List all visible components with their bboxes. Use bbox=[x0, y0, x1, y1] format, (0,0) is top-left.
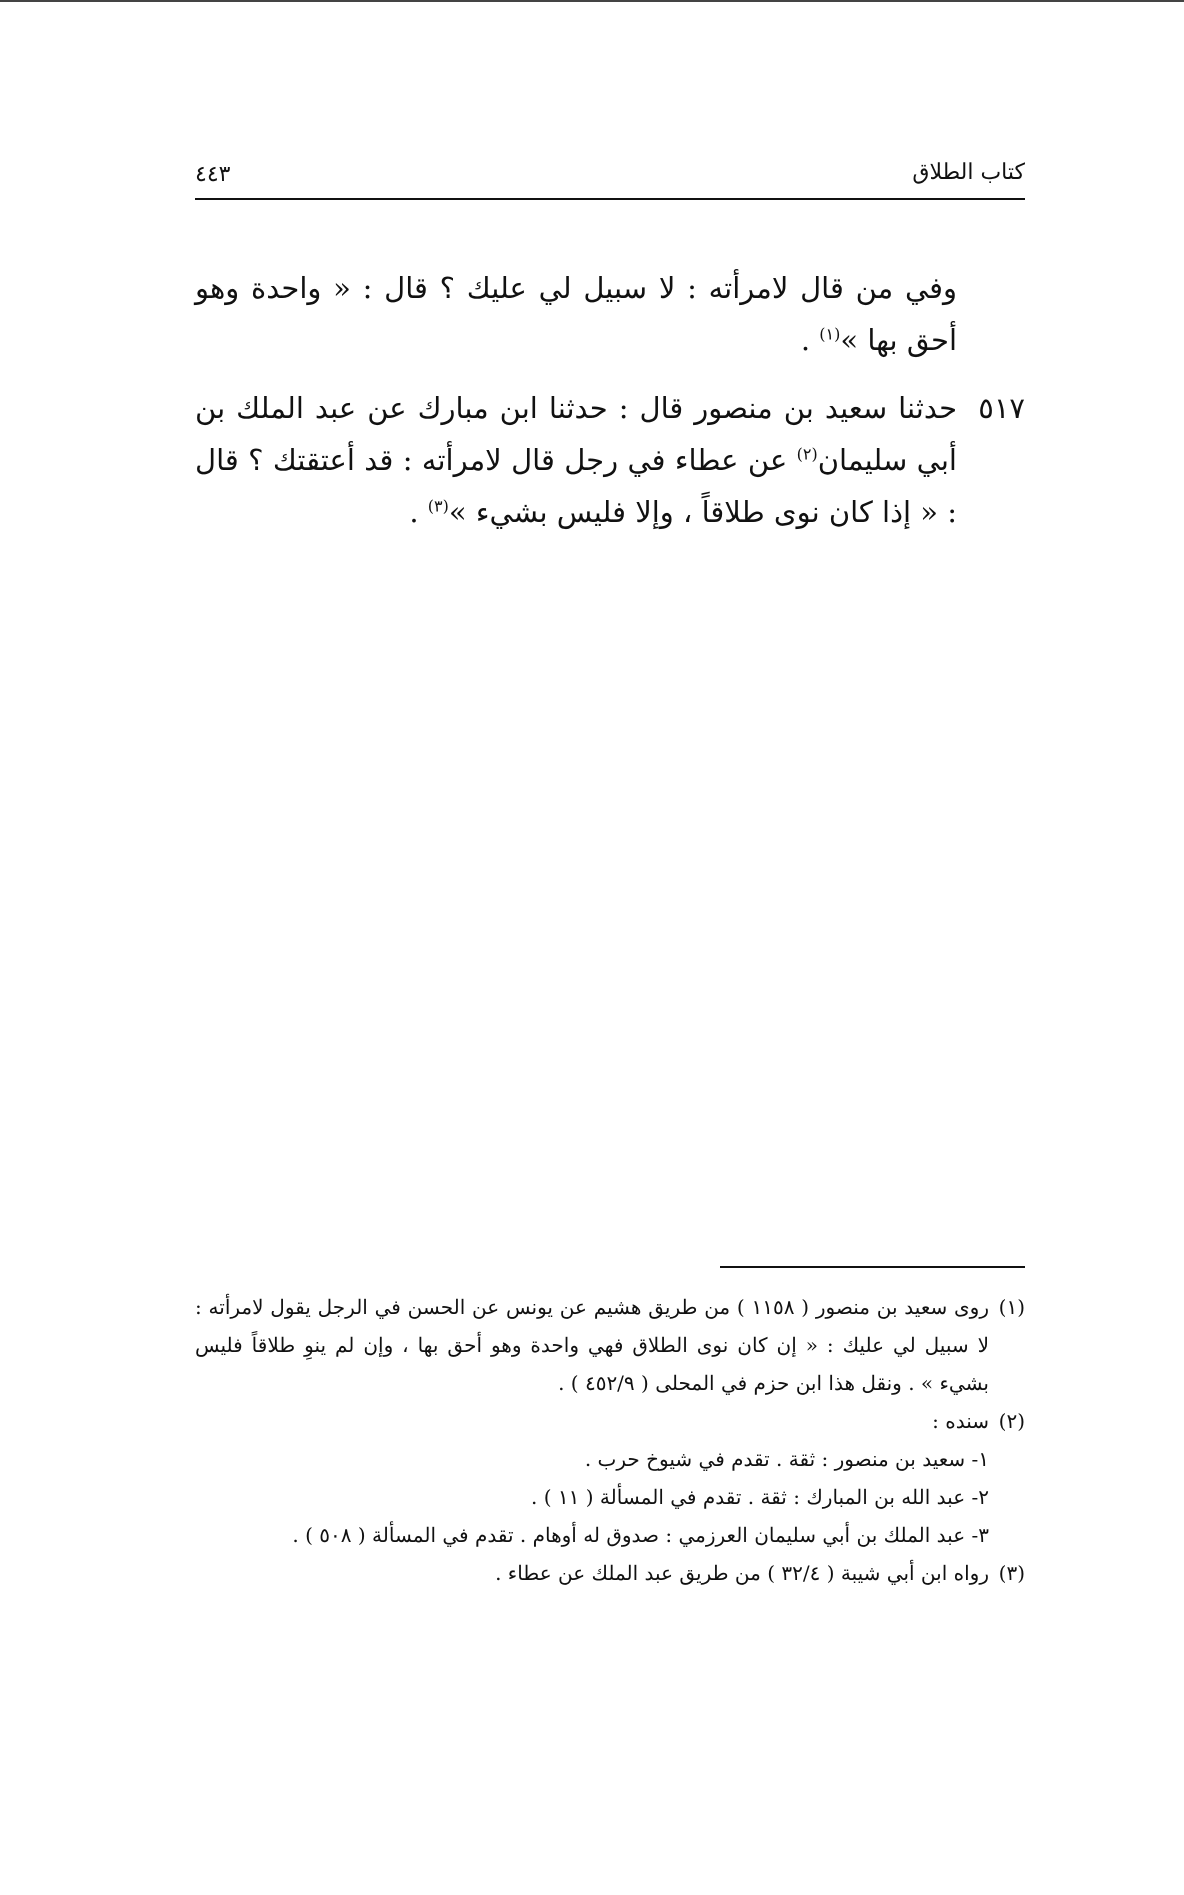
paragraph-text: . bbox=[409, 495, 428, 529]
footnote-text: روى سعيد بن منصور ( ١١٥٨ ) من طريق هشيم عن يونس عن الحسن في الرجل يقول لامرأته : لا سبيل لي عليك : « إن كان نوى الطلاق فهي واحدة وهو أحق بها ، وإن لم ينوِ طلاقاً فليس بشيء » . ونقل هذا ابن حزم في المحلى ( ٤٥٢/٩ ) . bbox=[195, 1295, 990, 1395]
paragraph-intro bbox=[195, 262, 1025, 366]
footnote-number: (٢) bbox=[998, 1409, 1025, 1433]
page-header bbox=[195, 160, 1025, 200]
footnote-3 bbox=[195, 1554, 1025, 1592]
footnote-1 bbox=[195, 1288, 1025, 1402]
footnote-separator bbox=[720, 1266, 1025, 1268]
footnote-ref: (١) bbox=[819, 324, 841, 344]
footnotes bbox=[195, 1288, 1025, 1592]
paragraph-text: عن عطاء في رجل قال لامرأته : قد أعتقتك ؟ قال : « إذا كان نوى طلاقاً ، وإلا فليس بشيء » bbox=[195, 443, 957, 529]
paragraph-text: حدثنا سعيد بن منصور قال : حدثنا ابن مبارك عن عبد الملك بن أبي سليمان bbox=[195, 391, 957, 477]
footnote-text: رواه ابن أبي شيبة ( ٣٢/٤ ) من طريق عبد الملك عن عطاء . bbox=[495, 1561, 989, 1585]
footnote-2 bbox=[195, 1402, 1025, 1440]
footnote-ref: (٢) bbox=[796, 444, 818, 464]
footnote-2-item: ٢- عبد الله بن المبارك : ثقة . تقدم في المسألة ( ١١ ) . bbox=[531, 1485, 989, 1509]
footnote-text: سنده : bbox=[932, 1409, 989, 1433]
paragraph-number: ٥١٧ bbox=[978, 391, 1025, 425]
footnote-ref: (٣) bbox=[427, 496, 449, 516]
footnote-number: (١) bbox=[998, 1295, 1025, 1319]
footnote-number: (٣) bbox=[998, 1561, 1025, 1585]
paragraph-text: . bbox=[800, 323, 820, 357]
main-text bbox=[195, 262, 1025, 554]
paragraph-text: وفي من قال لامرأته : لا سبيل لي عليك ؟ قال : « واحدة وهو أحق بها » bbox=[195, 271, 957, 357]
paragraph-517 bbox=[195, 382, 1025, 538]
book-title: كتاب الطلاق bbox=[912, 160, 1025, 185]
footnote-2-item: ١- سعيد بن منصور : ثقة . تقدم في شيوخ حرب . bbox=[584, 1447, 989, 1471]
page-top-edge bbox=[0, 0, 1184, 2]
page-number: ٤٤٣ bbox=[195, 162, 231, 187]
footnote-2-item: ٣- عبد الملك بن أبي سليمان العرزمي : صدوق له أوهام . تقدم في المسألة ( ٥٠٨ ) . bbox=[292, 1523, 989, 1547]
